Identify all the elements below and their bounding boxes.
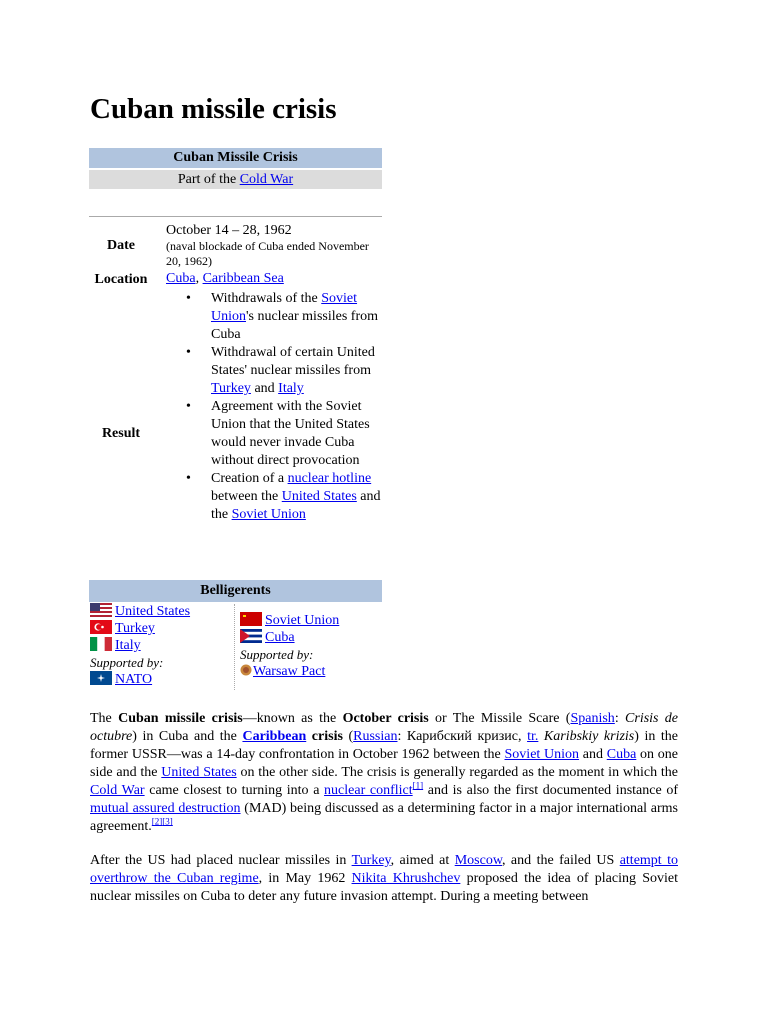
text: and is also the first documented instance of (423, 783, 678, 798)
soviet-union-link[interactable]: Soviet Union (211, 291, 358, 324)
supporter-item (90, 671, 190, 688)
nikita-khrushchev-link[interactable]: Nikita Khrushchev (351, 871, 461, 886)
text: proposed the idea of placing Soviet nuclear missiles on Cuba to deter any future invasion attempt. During a meeting between (90, 871, 678, 904)
date-value (166, 223, 384, 269)
turkey-link[interactable]: Turkey (351, 853, 391, 868)
nuclear-hotline-link[interactable]: nuclear hotline (287, 471, 372, 486)
united-states-link[interactable]: United States (161, 765, 237, 780)
location-cuba-link[interactable]: Cuba (166, 271, 196, 286)
text: —known as the (242, 711, 343, 726)
result-item (166, 398, 384, 470)
text: , and the failed US (502, 853, 620, 868)
infobox-title: Cuban Missile Crisis (89, 148, 382, 168)
belligerent-link[interactable]: Soviet Union (265, 613, 340, 628)
cuba-flag-icon (240, 629, 262, 643)
belligerents-divider (234, 604, 235, 690)
belligerents-left (90, 603, 190, 688)
text: After the US had placed nuclear missiles in (90, 853, 352, 868)
text: on the other side. The crisis is generally regarded as the moment in which the (236, 765, 678, 780)
infobox-part-of (89, 170, 382, 189)
supported-by-label: Supported by: (240, 647, 314, 662)
reference-link[interactable]: [1] (412, 780, 424, 791)
nuclear-conflict-link[interactable]: nuclear conflict (324, 783, 413, 798)
result-item (166, 290, 384, 344)
turkey-flag-icon (90, 620, 112, 634)
text: on one side and the (90, 747, 679, 780)
turkey-link[interactable]: Turkey (211, 381, 251, 396)
cold-war-link[interactable]: Cold War (239, 172, 294, 187)
nato-link[interactable]: NATO (115, 672, 153, 687)
warsaw-pact-emblem-icon (240, 663, 252, 677)
reference-link[interactable]: [2] (151, 816, 163, 827)
location-caribbean-sea-link[interactable]: Caribbean Sea (202, 271, 284, 286)
text: , aimed at (390, 853, 455, 868)
italic-term: Karibskiy krizis (543, 729, 635, 744)
caribbean-link[interactable]: Caribbean (242, 729, 307, 744)
text: : (614, 711, 626, 726)
result-text: 's nuclear missiles from Cuba (211, 309, 378, 342)
soviet-union-link[interactable]: Soviet Union (231, 507, 306, 522)
text: came closest to turning into a (144, 783, 325, 798)
reference-link[interactable]: [3] (162, 816, 173, 827)
text: , in May 1962 (258, 871, 352, 886)
belligerent-item (240, 612, 339, 629)
text: or The Missile Scare ( (428, 711, 571, 726)
supporter-item (240, 663, 339, 680)
supported-by-label: Supported by: (90, 655, 164, 670)
location-separator: , (195, 271, 203, 286)
italy-link[interactable]: Italy (278, 381, 304, 396)
bold-term: October crisis (342, 711, 429, 726)
warsaw-pact-link[interactable]: Warsaw Pact (253, 664, 326, 679)
belligerent-link[interactable]: United States (115, 604, 191, 619)
text: ( (342, 729, 354, 744)
infobox-divider (89, 216, 382, 217)
result-text: Withdrawals of the (211, 291, 322, 306)
result-text: and (250, 381, 279, 396)
italy-flag-icon (90, 637, 112, 651)
date-note: (naval blockade of Cuba ended November 20, 1962) (166, 239, 369, 268)
result-text: Creation of a (211, 471, 288, 486)
belligerent-link[interactable]: Cuba (265, 630, 295, 645)
text: ) in the former USSR—was a 14-day confrontation in October 1962 between the (90, 729, 679, 762)
date-range: October 14 – 28, 1962 (166, 223, 292, 238)
result-list (166, 290, 384, 524)
text: The (90, 711, 119, 726)
belligerent-item (240, 629, 339, 646)
belligerent-item (90, 620, 190, 637)
part-of-label: Part of the (177, 172, 237, 187)
result-text: and the (211, 489, 381, 522)
soviet-union-link[interactable]: Soviet Union (504, 747, 580, 762)
result-text: Withdrawal of certain United States' nuclear missiles from (211, 345, 375, 378)
result-item (166, 470, 384, 524)
belligerents-heading: Belligerents (89, 580, 382, 602)
result-text: Agreement with the Soviet Union that the United States would never invade Cuba without direct provocation (211, 399, 370, 468)
cuba-link[interactable]: Cuba (606, 747, 637, 762)
belligerents-right (240, 612, 339, 680)
nato-flag-icon (90, 671, 112, 685)
result-label: Result (101, 426, 141, 441)
belligerent-item (90, 603, 190, 620)
spanish-link[interactable]: Spanish (570, 711, 615, 726)
date-label: Date (107, 238, 135, 253)
moscow-link[interactable]: Moscow (454, 853, 503, 868)
location-value (166, 271, 284, 287)
result-text: between the (211, 489, 282, 504)
text: (MAD) being discussed as a determining factor in a major international arms agreement. (90, 801, 678, 834)
article-paragraph-1 (90, 710, 678, 836)
russian-link[interactable]: Russian (353, 729, 398, 744)
result-item (166, 344, 384, 398)
transliteration-link[interactable]: tr. (527, 729, 539, 744)
italic-term: Crisis de octubre (90, 711, 679, 744)
belligerent-link[interactable]: Italy (115, 638, 141, 653)
location-label: Location (94, 272, 148, 287)
page-title: Cuban missile crisis (90, 93, 337, 125)
mutual-assured-destruction-link[interactable]: mutual assured destruction (90, 801, 241, 816)
text: and (579, 747, 607, 762)
soviet-flag-icon (240, 612, 262, 626)
united-states-link[interactable]: United States (281, 489, 357, 504)
bold-term: Cuban missile crisis (118, 711, 243, 726)
text: : Карибский кризис, (397, 729, 528, 744)
bold-term: crisis (306, 729, 343, 744)
overthrow-attempt-link[interactable]: attempt to overthrow the Cuban regime (90, 853, 678, 886)
belligerent-item (90, 637, 190, 654)
belligerent-link[interactable]: Turkey (115, 621, 155, 636)
us-flag-icon (90, 603, 112, 617)
cold-war-link[interactable]: Cold War (90, 783, 145, 798)
text: ) in Cuba and the (132, 729, 243, 744)
article-paragraph-2 (90, 852, 678, 906)
